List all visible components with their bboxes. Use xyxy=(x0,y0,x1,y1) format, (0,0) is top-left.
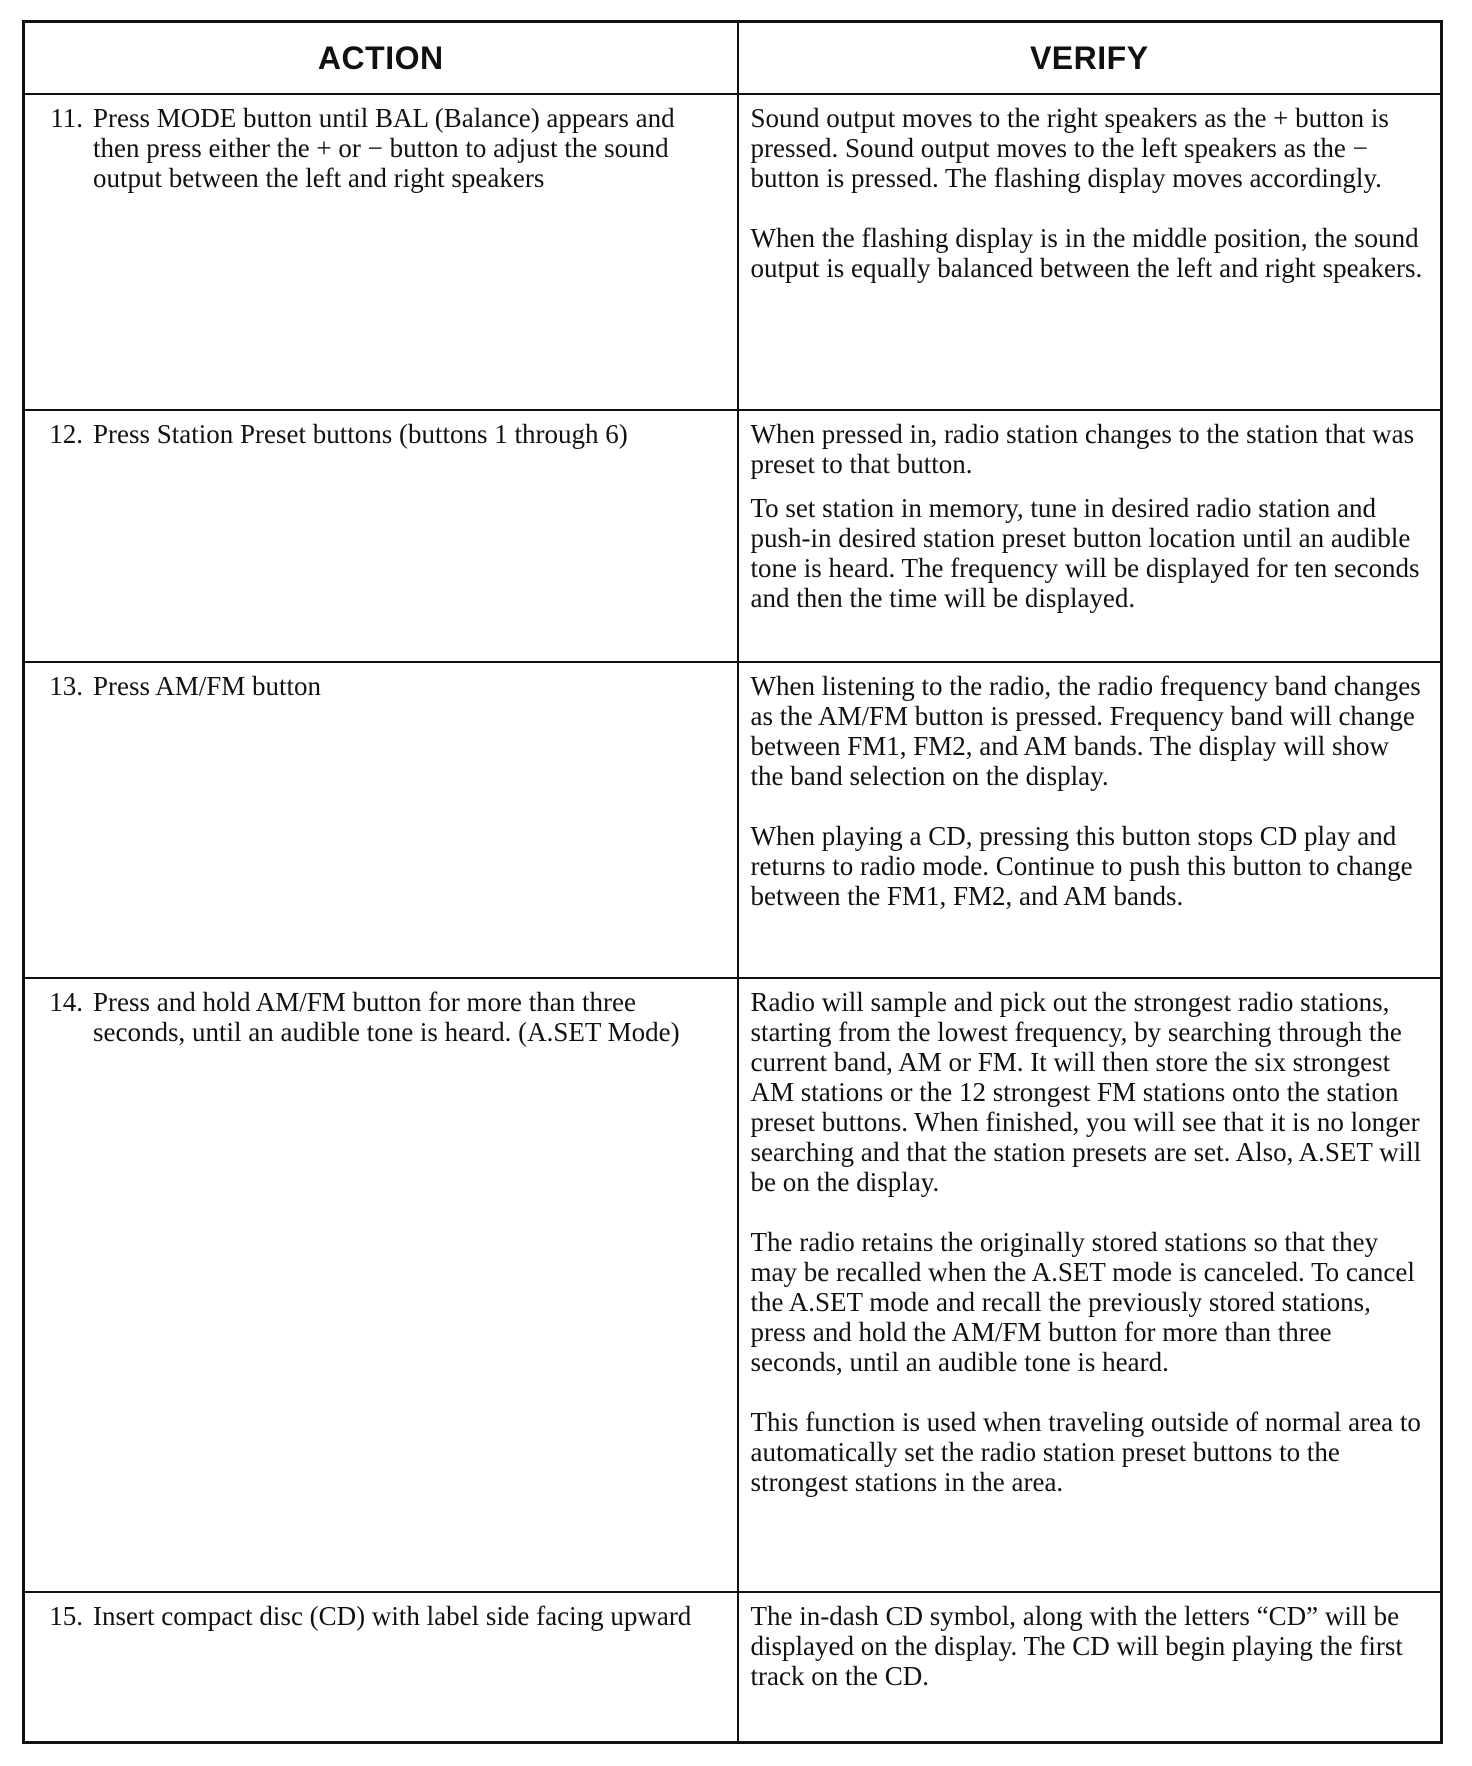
verify-paragraph: When the flashing display is in the middle position, the sound output is equally balanced between the left and right speakers. xyxy=(750,223,1423,283)
step-number: 11. xyxy=(50,103,83,133)
action-cell xyxy=(24,978,738,1592)
table-row xyxy=(24,410,1442,662)
verify-cell xyxy=(738,1592,1442,1742)
verify-paragraph: Radio will sample and pick out the strongest radio stations, starting from the lowest frequency, by searching through the current band, AM or FM. It will then store the six strongest AM stations or the 12 strongest FM stations onto the station preset buttons. When finished, you will see that it is no longer searching and that the station presets are set. Also, A.SET will be on the display. xyxy=(750,987,1422,1197)
action-verify-table xyxy=(22,20,1443,1744)
table-row xyxy=(24,662,1442,978)
verify-paragraph: Sound output moves to the right speakers as the + button is pressed. Sound output moves to the left speakers as the − button is pressed. The flashing display moves accordingly. xyxy=(750,103,1389,193)
verify-paragraph: This function is used when traveling outside of normal area to automatically set the radio station preset buttons to the strongest stations in the area. xyxy=(750,1407,1421,1497)
header-verify: VERIFY xyxy=(738,22,1442,95)
verify-cell xyxy=(738,94,1442,410)
action-cell xyxy=(24,1592,738,1742)
verify-paragraph: The in-dash CD symbol, along with the letters “CD” will be displayed on the display. The CD will begin playing the first track on the CD. xyxy=(750,1601,1403,1691)
verify-paragraph: The radio retains the originally stored stations so that they may be recalled when the A.SET mode is canceled. To cancel the A.SET mode and recall the previously stored stations, press and hold the AM/FM button for more than three seconds, until an audible tone is heard. xyxy=(750,1227,1415,1377)
action-text: Press AM/FM button xyxy=(93,671,322,701)
action-cell xyxy=(24,662,738,978)
step-number: 14. xyxy=(49,987,83,1017)
action-text: Press MODE button until BAL (Balance) appears and then press either the + or − button to adjust the sound output between the left and right speakers xyxy=(93,103,675,193)
action-text: Insert compact disc (CD) with label side facing upward xyxy=(93,1601,692,1631)
table-row xyxy=(24,978,1442,1592)
header-action: ACTION xyxy=(24,22,738,95)
verify-cell xyxy=(738,662,1442,978)
step-number: 12. xyxy=(49,419,83,449)
verify-cell xyxy=(738,410,1442,662)
action-cell xyxy=(24,94,738,410)
verify-paragraph: To set station in memory, tune in desired radio station and push-in desired station preset button location until an audible tone is heard. The frequency will be displayed for ten seconds and then the time will be displayed. xyxy=(750,493,1420,613)
action-text: Press Station Preset buttons (buttons 1 through 6) xyxy=(93,419,628,449)
verify-paragraph: When pressed in, radio station changes to the station that was preset to that button. xyxy=(750,419,1415,479)
action-cell xyxy=(24,410,738,662)
verify-paragraph: When listening to the radio, the radio frequency band changes as the AM/FM button is pressed. Frequency band will change between FM1, FM2, and AM bands. The display will show the band selection on the display. xyxy=(750,671,1421,791)
table-header-row xyxy=(24,22,1442,95)
verify-cell xyxy=(738,978,1442,1592)
step-number: 13. xyxy=(49,671,83,701)
step-number: 15. xyxy=(49,1601,83,1631)
table-row xyxy=(24,94,1442,410)
verify-paragraph: When playing a CD, pressing this button stops CD play and returns to radio mode. Continue to push this button to change between the FM1, FM2, and AM bands. xyxy=(750,821,1413,911)
table-row xyxy=(24,1592,1442,1742)
action-text: Press and hold AM/FM button for more than three seconds, until an audible tone is heard. (A.SET Mode) xyxy=(93,987,680,1047)
